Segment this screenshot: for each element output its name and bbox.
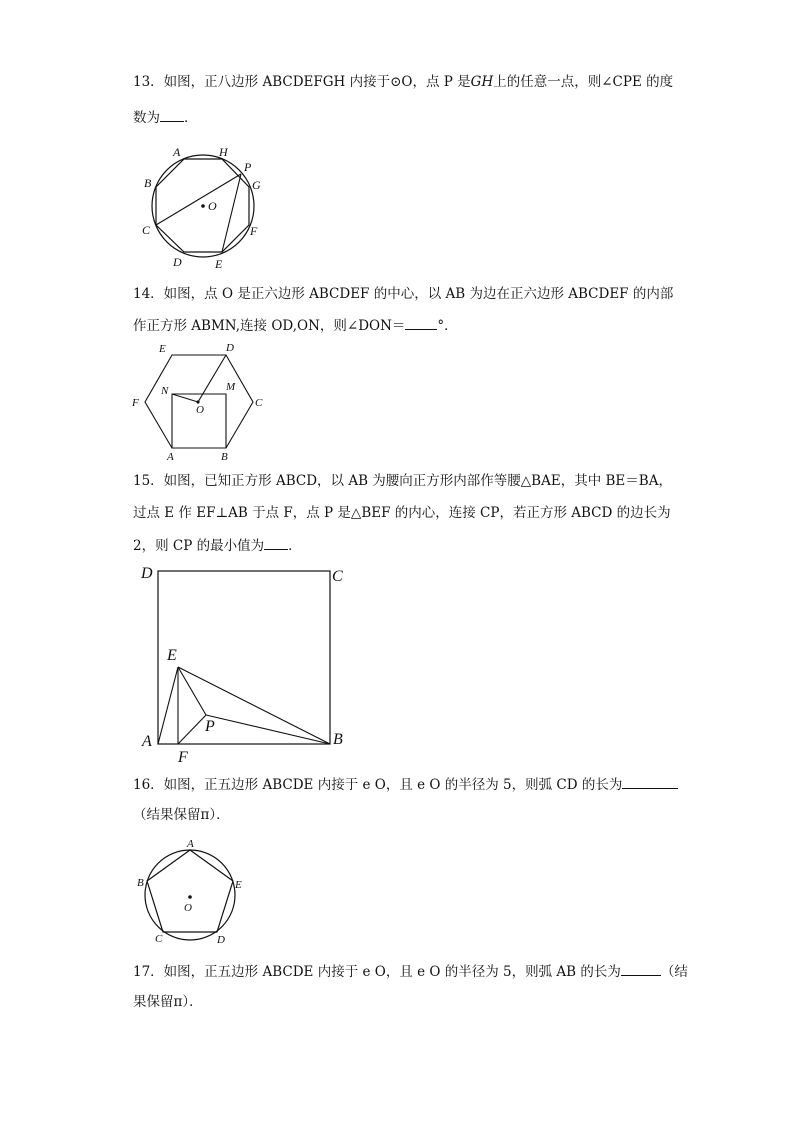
q13-label-b: B bbox=[144, 176, 152, 190]
q13-text-line1 bbox=[133, 73, 673, 91]
q15-text-line2-content: 过点 E 作 EF⊥AB 于点 F，点 P 是△BEF 的内心，连接 CP，若正方形 ABCD 的边长为 bbox=[133, 505, 671, 521]
q14-label-d: D bbox=[226, 342, 234, 354]
q15-segment-ae bbox=[158, 667, 178, 744]
q13-label-e: E bbox=[215, 257, 223, 271]
q15-text-line3-end: ． bbox=[288, 538, 302, 554]
q13-segment-cp bbox=[156, 174, 241, 225]
q15-text-line3-start: 2，则 CP 的最小值为 bbox=[133, 538, 265, 554]
q14-hexagon-figure bbox=[130, 340, 270, 463]
q13-text-part1: 13．如图，正八边形 ABCDEFGH 内接于⊙O，点 P 是 bbox=[133, 74, 471, 90]
q15-text-line2 bbox=[133, 504, 671, 522]
q14-segment-on bbox=[172, 394, 198, 402]
q16-text-line2-content: （结果保留π）． bbox=[133, 807, 230, 823]
q15-square bbox=[158, 571, 330, 744]
q13-arc-label: GH bbox=[470, 74, 494, 90]
q13-text-line2-end: ． bbox=[184, 110, 198, 126]
q15-label-b: B bbox=[333, 731, 343, 748]
q14-text-line2 bbox=[133, 316, 458, 335]
q15-segment-fp bbox=[178, 715, 206, 744]
q17-text-line2 bbox=[133, 993, 203, 1011]
q13-label-h: H bbox=[219, 145, 228, 159]
q15-square-figure bbox=[138, 560, 358, 770]
q16-center-dot bbox=[188, 895, 192, 899]
q15-label-c: C bbox=[332, 568, 343, 585]
q15-text-line3 bbox=[133, 536, 302, 555]
q15-label-f: F bbox=[178, 749, 188, 766]
q14-text-line1 bbox=[133, 285, 673, 303]
q17-answer-blank bbox=[621, 962, 661, 976]
q17-text-line1-end: （结 bbox=[660, 964, 688, 980]
q15-label-e: E bbox=[167, 647, 177, 664]
q15-text-line1-content: 15．如图，已知正方形 ABCD，以 AB 为腰向正方形内部作等腰△BAE，其中 BE＝BA， bbox=[133, 473, 672, 489]
q13-label-o: O bbox=[208, 199, 217, 213]
q16-text-line1 bbox=[133, 775, 678, 794]
q13-text-line2-start: 数为 bbox=[133, 110, 160, 126]
q15-label-a: A bbox=[142, 733, 152, 750]
q15-label-p: P bbox=[205, 718, 215, 735]
q13-label-d: D bbox=[173, 255, 182, 269]
q14-segment-od bbox=[198, 355, 226, 402]
q16-label-b: B bbox=[137, 877, 144, 889]
q14-label-f: F bbox=[132, 397, 139, 409]
q14-label-e: E bbox=[159, 343, 166, 355]
q17-text-line1 bbox=[133, 962, 688, 981]
q13-label-f: F bbox=[250, 224, 258, 238]
q14-label-o: O bbox=[196, 404, 204, 416]
q14-label-n: N bbox=[161, 385, 169, 397]
q16-label-c: C bbox=[155, 933, 163, 945]
q14-text-line1-content: 14．如图，点 O 是正六边形 ABCDEF 的中心，以 AB 为边在正六边形 ABCDEF 的内部 bbox=[133, 286, 674, 302]
q14-text-line2-start: 作正方形 ABMN,连接 OD,ON，则∠DON＝ bbox=[133, 318, 406, 334]
q13-text-part2: 上的任意一点，则∠CPE 的度 bbox=[493, 74, 674, 90]
q16-label-a: A bbox=[187, 838, 194, 850]
q17-text-line2-content: 果保留π）． bbox=[133, 994, 203, 1010]
q14-label-m: M bbox=[226, 381, 236, 393]
q15-text-line1 bbox=[133, 472, 672, 490]
q14-label-c: C bbox=[255, 397, 263, 409]
q15-label-d: D bbox=[141, 565, 153, 582]
q14-label-b: B bbox=[221, 451, 228, 463]
q16-circle bbox=[145, 850, 235, 940]
q13-segment-ep bbox=[222, 174, 241, 252]
q13-label-p: P bbox=[244, 160, 252, 174]
q17-text-line1-content: 17．如图，正五边形 ABCDE 内接于 e O，且 e O 的半径为 5，则弧 AB 的长为 bbox=[133, 964, 621, 980]
q16-text-line1-content: 16．如图，正五边形 ABCDE 内接于 e O，且 e O 的半径为 5，则弧 CD 的长为 bbox=[133, 777, 623, 793]
q16-pentagon-figure bbox=[135, 835, 255, 945]
q13-center-dot bbox=[201, 204, 205, 208]
q13-label-g: G bbox=[252, 178, 261, 192]
q14-label-a: A bbox=[167, 451, 174, 463]
q14-answer-blank bbox=[405, 316, 437, 330]
q15-segment-pb bbox=[206, 715, 330, 744]
q16-label-d: D bbox=[217, 934, 225, 946]
q14-text-line2-end: °． bbox=[437, 318, 458, 334]
q13-answer-blank bbox=[160, 108, 184, 122]
q16-text-line2 bbox=[133, 806, 230, 824]
q16-label-e: E bbox=[235, 879, 242, 891]
q13-label-a: A bbox=[173, 145, 181, 159]
q13-text-line2 bbox=[133, 108, 198, 127]
q16-answer-blank bbox=[622, 775, 678, 789]
q13-octagon-figure bbox=[140, 143, 270, 273]
q16-label-o: O bbox=[184, 902, 192, 914]
q15-answer-blank bbox=[264, 536, 288, 550]
q13-label-c: C bbox=[142, 223, 151, 237]
